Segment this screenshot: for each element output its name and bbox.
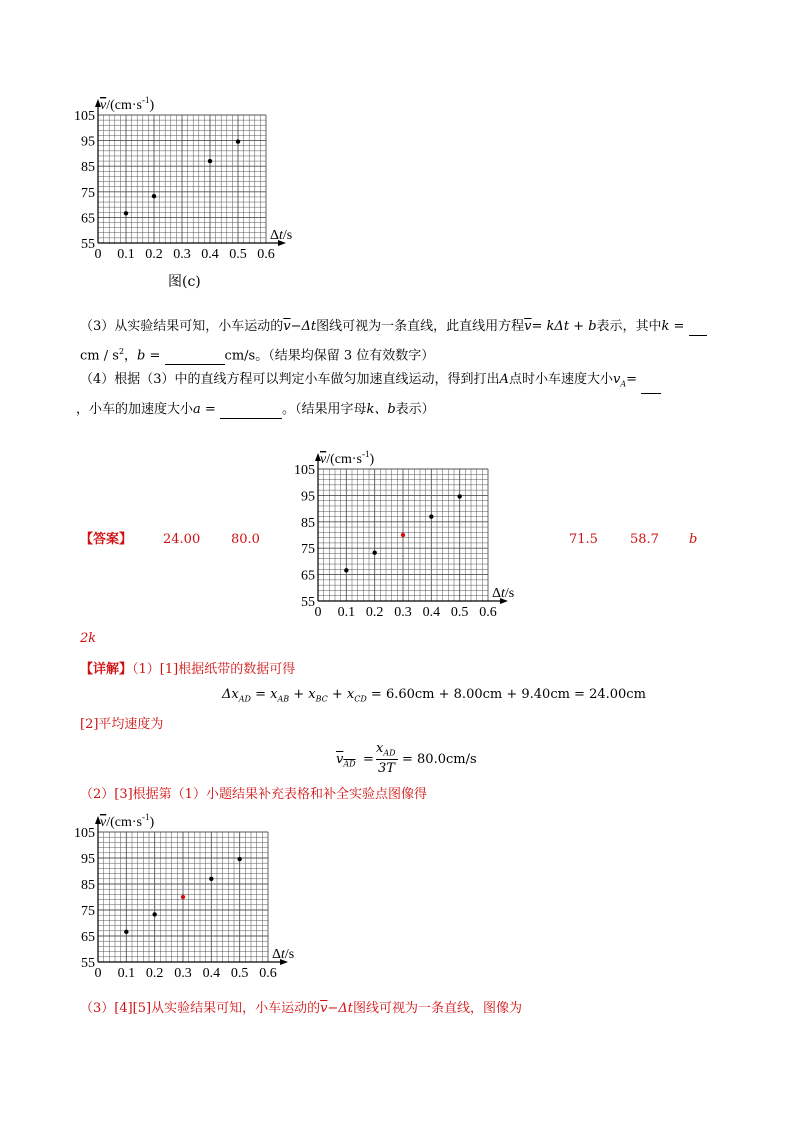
equation-1: $\Delta x_{AD} = x_{AB} + x_{BC} + x_{CD} = 6.60cm + 8.00cm + 9.40cm = 24.00cm$: [222, 687, 646, 704]
x-tick-label: 0: [94, 966, 102, 981]
data-point: [209, 877, 213, 881]
x-tick-label: 0: [94, 247, 102, 262]
x-tick-label: 0.6: [257, 247, 275, 262]
x-tick-label: 0.5: [229, 247, 247, 262]
data-point: [124, 211, 128, 215]
x-tick-label: 0.1: [117, 247, 135, 262]
x-tick-label: 0.3: [173, 247, 191, 262]
answer-1: 24.00: [163, 532, 201, 547]
y-tick-label: 75: [81, 904, 95, 919]
y-tick-label: 95: [81, 134, 95, 150]
data-point: [236, 139, 240, 143]
question-4-line-2: ，小车的加速度大小a = 。（结果用字母k、b表示）: [76, 402, 435, 417]
answer-6: 2k: [80, 631, 97, 646]
graph-c-chart: [70, 95, 310, 270]
question-3-line-1: （3）从实验结果可知，小车运动的$\overline{v}-\Delta t$图线可视为一条直线，此直线用方程$\overline{v}= k\Delta t + b$表示，其中k =: [80, 318, 707, 336]
answer-3: 71.5: [569, 532, 598, 547]
data-point: [152, 194, 156, 198]
y-tick-label: 85: [81, 160, 95, 176]
data-point: [208, 159, 212, 163]
question-3-line-2: cm / $s^2$，b = cm/s。（结果均保留 3 位有效数字）: [80, 347, 435, 364]
y-tick-label: 85: [301, 515, 315, 531]
x-tick-label: 0.4: [202, 966, 221, 981]
x-tick-label: 0.1: [117, 966, 136, 981]
data-point: [401, 533, 405, 537]
answer-2: 80.0: [231, 532, 260, 547]
y-tick-label: 65: [81, 930, 95, 945]
y-tick-label: 55: [81, 956, 95, 971]
y-tick-label: 55: [81, 237, 95, 252]
detail-line-2: [2]平均速度为: [80, 717, 164, 732]
data-point: [429, 514, 433, 518]
x-tick-label: 0.4: [422, 605, 441, 620]
graph-answer-chart: [288, 447, 528, 622]
x-tick-label: 0.5: [230, 966, 249, 981]
answer-4: 58.7: [630, 532, 659, 547]
x-tick-label: 0.2: [145, 966, 164, 981]
y-tick-label: 85: [81, 878, 95, 893]
data-point: [344, 568, 348, 572]
y-tick-label: 95: [81, 852, 95, 867]
data-point: [237, 857, 241, 861]
equation-2: $v_{AD}$ = $x_{AD}$ 3T = 80.0cm/s: [336, 741, 477, 776]
y-tick-label: 65: [301, 568, 315, 584]
answer-5: b: [689, 532, 698, 547]
answer-label: 【答案】: [80, 532, 133, 547]
question-4-line-1: （4）根据（3）中的直线方程可以判定小车做匀加速直线运动，得到打出A点时小车速度大小$v_A=$: [80, 371, 661, 394]
x-tick-label: 0.2: [145, 247, 163, 262]
graph-detail-chart: [68, 812, 308, 987]
y-tick-label: 105: [294, 463, 315, 478]
y-tick-label: 75: [81, 185, 95, 201]
y-tick-label: 65: [81, 211, 95, 227]
detail-line-4: （3）[4][5]从实验结果可知，小车运动的$\overline{v}-\Delta t$图线可视为一条直线，图像为: [80, 1001, 522, 1016]
x-tick-label: 0.4: [201, 247, 219, 262]
data-point: [457, 494, 461, 498]
y-axis-label: $v/(cm\cdot s^{-1})$: [320, 449, 375, 467]
x-tick-label: 0.6: [479, 605, 497, 620]
y-tick-label: 75: [301, 542, 315, 558]
x-axis-label: Δt/s: [492, 586, 515, 601]
k-blank[interactable]: [689, 321, 707, 336]
y-tick-label: 105: [74, 109, 95, 124]
y-axis-label: $v/(cm\cdot s^{-1})$: [100, 95, 155, 113]
graph-c-caption: 图(c): [168, 274, 201, 290]
grid: [98, 115, 266, 243]
y-tick-label: 105: [74, 826, 95, 841]
detail-line-1: 【详解】（1）[1]根据纸带的数据可得: [80, 662, 296, 677]
y-tick-label: 55: [301, 595, 315, 610]
va-blank[interactable]: [641, 379, 661, 394]
x-tick-label: 0: [314, 605, 322, 620]
x-tick-label: 0.1: [337, 605, 356, 620]
data-point: [181, 895, 185, 899]
a-blank[interactable]: [220, 404, 282, 419]
y-axis-label: $v/(cm\cdot s^{-1})$: [100, 812, 155, 830]
x-axis-label: Δt/s: [272, 947, 295, 962]
data-point: [152, 912, 156, 916]
x-tick-label: 0.2: [365, 605, 384, 620]
x-tick-label: 0.5: [450, 605, 469, 620]
x-tick-label: 0.6: [259, 966, 277, 981]
detail-line-3: （2）[3]根据第（1）小题结果补充表格和补全实验点图像得: [80, 787, 427, 802]
data-point: [372, 550, 376, 554]
b-blank[interactable]: [165, 350, 225, 365]
x-axis-label: Δt/s: [270, 228, 293, 243]
data-point: [124, 930, 128, 934]
x-tick-label: 0.3: [174, 966, 192, 981]
x-tick-label: 0.3: [394, 605, 412, 620]
y-tick-label: 95: [301, 489, 315, 505]
